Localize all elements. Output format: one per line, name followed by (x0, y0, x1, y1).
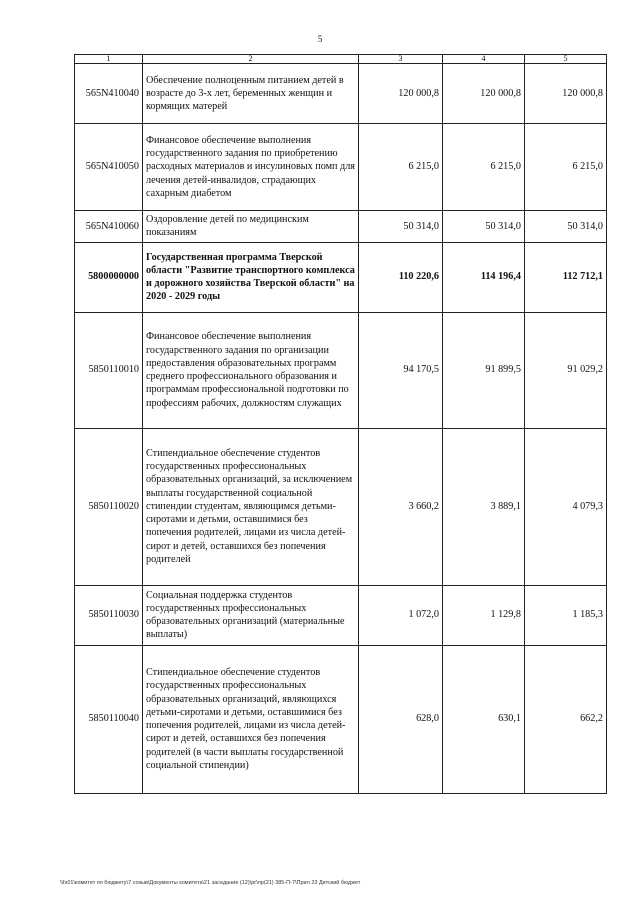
row-value-4: 120 000,8 (443, 64, 525, 124)
row-value-4: 3 889,1 (443, 428, 525, 585)
row-value-3: 628,0 (359, 645, 443, 793)
page-number: 5 (317, 34, 323, 44)
row-value-4: 91 899,5 (443, 312, 525, 428)
row-value-5: 112 712,1 (525, 242, 607, 312)
row-value-3: 120 000,8 (359, 64, 443, 124)
row-name: Стипендиальное обеспечение студентов государственных профессиональных образовательных организаций, являющихся детьми-сиротами и детьми, оставшимися без попечения родителей, лицами из числа детей-сирот и детей, оставшихся без попечения родителей (в части выплаты государственной социальной стипендии) (143, 645, 359, 793)
row-value-5: 662,2 (525, 645, 607, 793)
row-value-4: 6 215,0 (443, 124, 525, 211)
row-name: Оздоровление детей по медицинским показаниям (143, 211, 359, 243)
row-name: Обеспечение полноценным питанием детей в возрасте до 3-х лет, беременных женщин и кормящих матерей (143, 64, 359, 124)
row-code: 5850110010 (75, 312, 143, 428)
row-name: Государственная программа Тверской области "Развитие транспортного комплекса и дорожного хозяйства Тверской области" на 2020 - 2029 годы (143, 242, 359, 312)
table-row (75, 645, 607, 793)
row-value-5: 6 215,0 (525, 124, 607, 211)
table-row (75, 585, 607, 645)
row-value-3: 110 220,6 (359, 242, 443, 312)
row-value-3: 1 072,0 (359, 585, 443, 645)
row-name: Финансовое обеспечение выполнения государственного задания по приобретению расходных материалов и инсулиновых помп для лечения детей-инвалидов, страдающих сахарным диабетом (143, 124, 359, 211)
table-row-program (75, 242, 607, 312)
row-value-5: 4 079,3 (525, 428, 607, 585)
row-value-3: 3 660,2 (359, 428, 443, 585)
budget-table (74, 54, 607, 794)
row-value-5: 91 029,2 (525, 312, 607, 428)
table-row (75, 211, 607, 243)
column-header: 3 (359, 55, 443, 64)
table-row (75, 124, 607, 211)
row-value-4: 114 196,4 (443, 242, 525, 312)
row-value-3: 50 314,0 (359, 211, 443, 243)
row-name: Стипендиальное обеспечение студентов государственных профессиональных образовательных организаций, за исключением выплаты государственной социальной стипендии студентам, являющимся детьми-сиротами и детьми, оставшимися без попечения родителей, лицами из числа детей-сирот и детей, оставшихся без попечения родителей (143, 428, 359, 585)
row-value-5: 1 185,3 (525, 585, 607, 645)
row-name: Финансовое обеспечение выполнения государственного задания по организации предоставления образовательных программ среднего профессионального образования и программам профессиональной подготовки по профессиям рабочих, должностям служащих (143, 312, 359, 428)
row-value-4: 630,1 (443, 645, 525, 793)
row-code: 565N410040 (75, 64, 143, 124)
row-code: 5850110030 (75, 585, 143, 645)
table-row (75, 64, 607, 124)
row-code: 565N410060 (75, 211, 143, 243)
column-header: 1 (75, 55, 143, 64)
footer-file-path: \\fs01\комитет по бюджету\7 созыв\Документы комитета\21 заседание (12)\рг\пр(21) 385-П-7\Прил 23 Детский бюджет (60, 880, 361, 886)
row-value-5: 120 000,8 (525, 64, 607, 124)
table-row (75, 428, 607, 585)
row-code: 5800000000 (75, 242, 143, 312)
column-header: 4 (443, 55, 525, 64)
row-value-3: 6 215,0 (359, 124, 443, 211)
row-value-3: 94 170,5 (359, 312, 443, 428)
row-code: 565N410050 (75, 124, 143, 211)
table-header-row (75, 55, 607, 64)
row-code: 5850110040 (75, 645, 143, 793)
table-row (75, 312, 607, 428)
row-value-5: 50 314,0 (525, 211, 607, 243)
row-code: 5850110020 (75, 428, 143, 585)
row-name: Социальная поддержка студентов государственных профессиональных образовательных организаций (материальные выплаты) (143, 585, 359, 645)
column-header: 2 (143, 55, 359, 64)
column-header: 5 (525, 55, 607, 64)
row-value-4: 1 129,8 (443, 585, 525, 645)
row-value-4: 50 314,0 (443, 211, 525, 243)
